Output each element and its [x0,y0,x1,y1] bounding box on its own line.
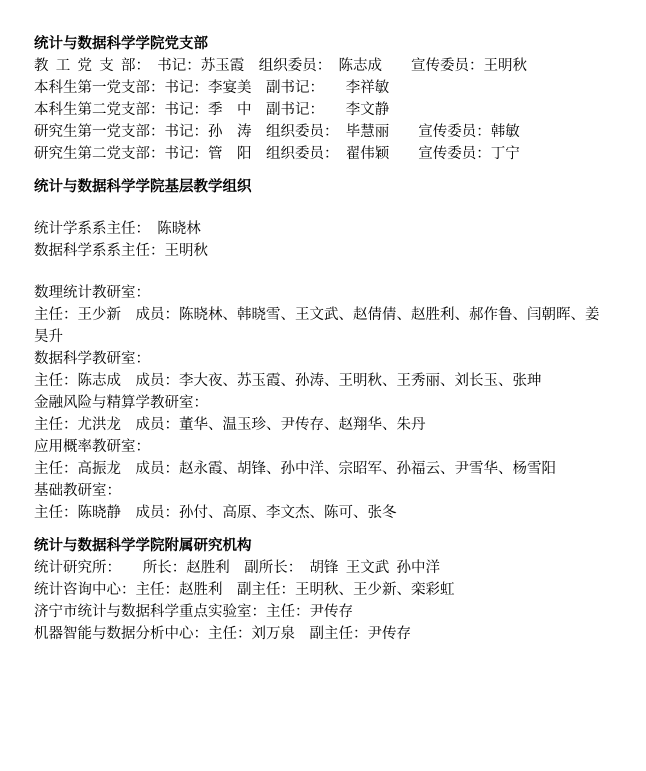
office-line-foundation-title: 基础教研室： [34,483,121,499]
teaching-line-statistics-dept-head: 统计学系系主任： 陈晓林 [34,221,201,237]
blank-line [34,262,612,282]
office-line-data-science-title: 数据科学教研室： [34,351,150,367]
office-line-math-statistics-title: 数理统计教研室： [34,285,150,301]
research-line-statistics-institute: 统计研究所： 所长：赵胜利 副所长： 胡锋 王文武 孙中洋 [34,560,440,576]
party-line-faculty-branch: 教 工 党 支 部： 书记：苏玉霞 组织委员： 陈志成 宣传委员：王明秋 [34,58,527,74]
office-line-foundation-members: 主任：陈晓静 成员：孙付、高原、李文杰、陈可、张冬 [34,505,397,521]
office-line-math-statistics-members: 主任：王少新 成员：陈晓林、韩晓雪、王文武、赵倩倩、赵胜利、郝作鲁、闫朝晖、姜昊升 [34,307,600,345]
office-line-data-science-members: 主任：陈志成 成员：李大夜、苏玉霞、孙涛、王明秋、王秀丽、刘长玉、张珅 [34,373,542,389]
research-line-consulting-center: 统计咨询中心：主任：赵胜利 副主任：王明秋、王少新、栾彩虹 [34,582,455,598]
section-title-teaching-organizations: 统计与数据科学学院基层教学组织 [34,179,252,195]
office-line-financial-risk-title: 金融风险与精算学教研室： [34,395,208,411]
research-line-machine-intelligence-center: 机器智能与数据分析中心：主任：刘万泉 副主任：尹传存 [34,626,411,642]
party-line-grad-second-branch: 研究生第二党支部：书记：管 阳 组织委员： 翟伟颖 宣传委员：丁宁 [34,146,520,162]
blank-line [34,198,612,218]
office-line-financial-risk-members: 主任：尤洪龙 成员：董华、温玉珍、尹传存、赵翔华、朱丹 [34,417,426,433]
section-title-party-branches: 统计与数据科学学院党支部 [34,36,208,52]
office-line-applied-probability-members: 主任：高振龙 成员：赵永霞、胡锋、孙中洋、宗昭军、孙福云、尹雪华、杨雪阳 [34,461,556,477]
research-line-key-laboratory: 济宁市统计与数据科学重点实验室：主任：尹传存 [34,604,353,620]
teaching-line-data-science-dept-head: 数据科学系系主任：王明秋 [34,243,208,259]
party-line-grad-first-branch: 研究生第一党支部：书记：孙 涛 组织委员： 毕慧丽 宣传委员：韩敏 [34,124,520,140]
party-line-undergrad-second-branch: 本科生第二党支部：书记：季 中 副书记： 李文静 [34,102,390,118]
party-line-undergrad-first-branch: 本科生第一党支部：书记：李宴美 副书记： 李祥敏 [34,80,390,96]
section-title-research-institutions: 统计与数据科学学院附属研究机构 [34,538,252,554]
office-line-applied-probability-title: 应用概率教研室： [34,439,150,455]
